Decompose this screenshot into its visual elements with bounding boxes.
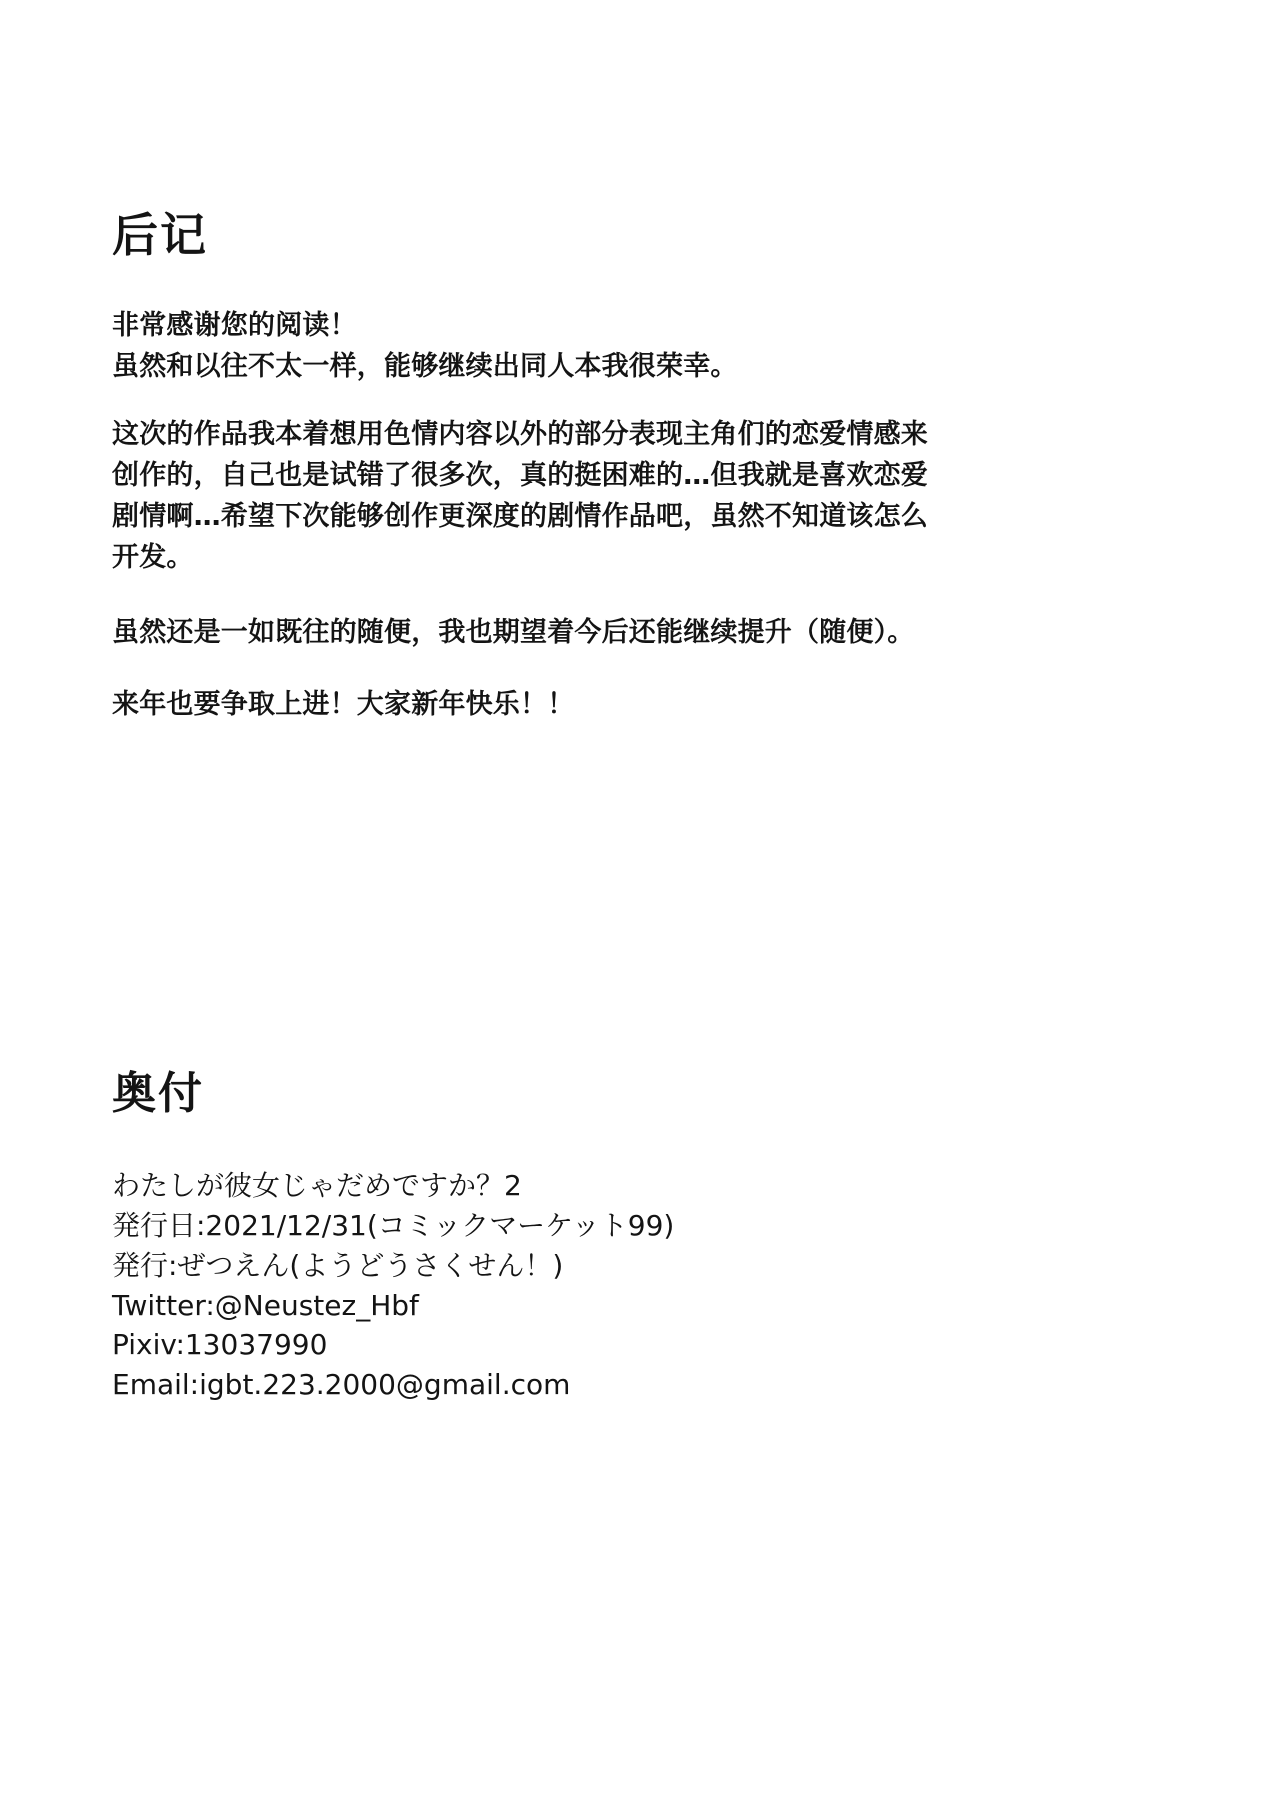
- afterword-line: 虽然还是一如既往的随便，我也期望着今后还能继续提升（随便）。: [112, 617, 915, 649]
- afterword-paragraph-reflection: [112, 414, 1172, 578]
- afterword-line: 创作的，自己也是试错了很多次，真的挺困难的…但我就是喜欢恋爱: [112, 460, 928, 492]
- colophon-title: わたしが彼女じゃだめですか？2: [112, 1169, 522, 1203]
- afterword-line: 这次的作品我本着想用色情内容以外的部分表现主角们的恋爱情感来: [112, 419, 928, 451]
- afterword-paragraph-newyear: [112, 684, 1172, 726]
- colophon-section: [112, 1070, 1172, 1405]
- afterword-section: [112, 210, 1172, 756]
- colophon-twitter: Twitter:@Neustez_Hbf: [112, 1288, 419, 1322]
- afterword-line: 非常感谢您的阅读！: [112, 309, 357, 341]
- afterword-line: 来年也要争取上进！大家新年快乐！！: [112, 689, 575, 721]
- colophon-list: [112, 1166, 1172, 1405]
- afterword-line: 剧情啊…希望下次能够创作更深度的剧情作品吧，虽然不知道该怎么: [112, 501, 928, 533]
- afterword-line: 虽然和以往不太一样，能够继续出同人本我很荣幸。: [112, 351, 738, 383]
- afterword-line: 开发。: [112, 542, 194, 574]
- colophon-heading: 奥付: [112, 1068, 204, 1119]
- afterword-paragraph-improvement: [112, 612, 1172, 654]
- afterword-paragraph-thanks: [112, 305, 1172, 389]
- colophon-publisher: 発行:ぜつえん(ようどうさくせん！): [112, 1248, 564, 1282]
- colophon-email: Email:igbt.223.2000@gmail.com: [112, 1368, 571, 1402]
- colophon-pixiv: Pixiv:13037990: [112, 1328, 328, 1362]
- afterword-heading: 后记: [112, 208, 208, 262]
- colophon-publish-date: 発行日:2021/12/31(コミックマーケット99): [112, 1209, 675, 1243]
